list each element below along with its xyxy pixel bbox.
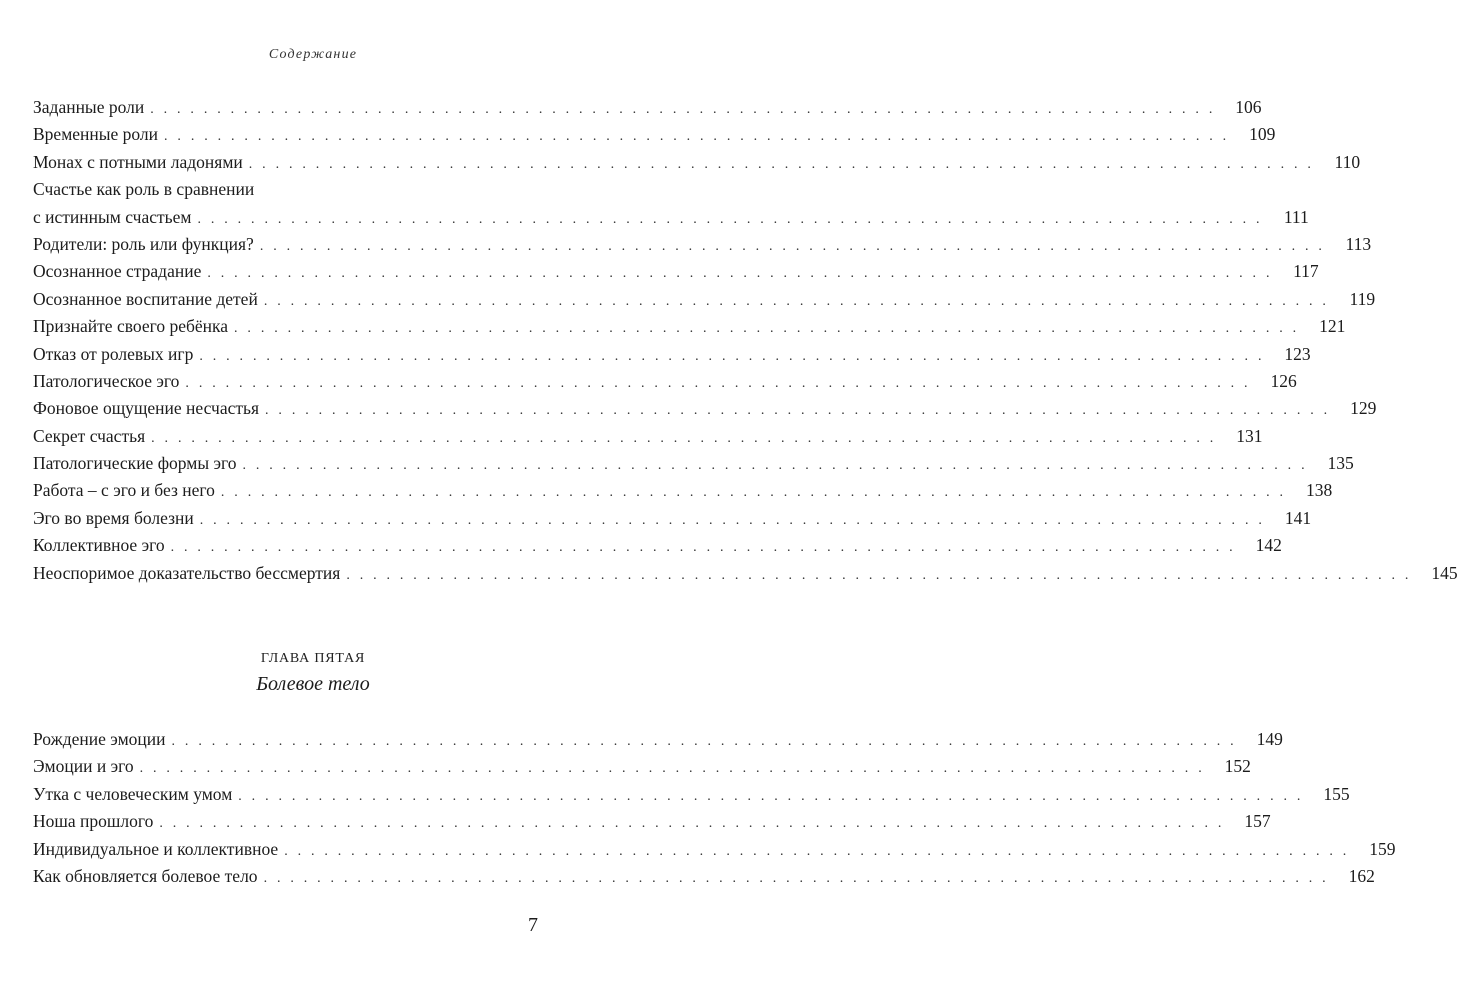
- toc-entry-page: 131: [1236, 425, 1263, 446]
- toc-list-part2: [33, 726, 1396, 890]
- chapter-label: ГЛАВА ПЯТАЯ: [260, 651, 366, 666]
- dot-leader: . . . . . . . . . . . . . . . . . . . . . . . . . . . . . . . . . . . . . . . . . . . . . . . . . . . . . . . . . . . . . . . . . . . . . . . . . . . . . . . .: [164, 129, 1230, 145]
- toc-entry-title: Индивидуальное и коллективное: [33, 838, 279, 859]
- dot-leader: . . . . . . . . . . . . . . . . . . . . . . . . . . . . . . . . . . . . . . . . . . . . . . . . . . . . . . . . . . . . . . . . . . . . . . . . . . . . . . . .: [159, 816, 1225, 832]
- toc-entry-page: 110: [1334, 151, 1361, 172]
- toc-entry-title: Коллективное эго: [33, 535, 165, 556]
- toc-entry: [33, 781, 1350, 808]
- toc-entry: [33, 477, 1333, 504]
- toc-entry-page: 121: [1319, 316, 1346, 337]
- toc-entry: [33, 286, 1376, 313]
- toc-entry-page: 157: [1244, 811, 1271, 832]
- toc-entry: [33, 532, 1282, 559]
- toc-entry-page: 117: [1293, 261, 1319, 282]
- toc-entry: [33, 423, 1263, 450]
- toc-entry-title: Патологические формы эго: [33, 453, 237, 474]
- dot-leader: . . . . . . . . . . . . . . . . . . . . . . . . . . . . . . . . . . . . . . . . . . . . . . . . . . . . . . . . . . . . . . . . . . . . . . . . . . . . . . . .: [151, 430, 1217, 446]
- running-head: Содержание: [268, 47, 358, 62]
- toc-entry-page: 141: [1284, 507, 1312, 528]
- toc-entry: [33, 258, 1319, 285]
- toc-entry-page: 111: [1283, 206, 1309, 227]
- dot-leader: . . . . . . . . . . . . . . . . . . . . . . . . . . . . . . . . . . . . . . . . . . . . . . . . . . . . . . . . . . . . . . . . . . . . . . . . . . . . . . . .: [207, 266, 1273, 282]
- toc-entry: [33, 94, 1262, 121]
- toc-entry: [33, 341, 1311, 368]
- dot-leader: . . . . . . . . . . . . . . . . . . . . . . . . . . . . . . . . . . . . . . . . . . . . . . . . . . . . . . . . . . . . . . . . . . . . . . . . . . . . . . . .: [248, 156, 1315, 172]
- dot-leader: . . . . . . . . . . . . . . . . . . . . . . . . . . . . . . . . . . . . . . . . . . . . . . . . . . . . . . . . . . . . . . . . . . . . . . . . . . . . . . . .: [185, 375, 1251, 391]
- toc-entry: [33, 863, 1375, 890]
- toc-entry: [33, 313, 1346, 340]
- toc-entry-title: Эго во время болезни: [33, 507, 194, 528]
- dot-leader: . . . . . . . . . . . . . . . . . . . . . . . . . . . . . . . . . . . . . . . . . . . . . . . . . . . . . . . . . . . . . . . . . . . . . . . . . . . . . . . .: [259, 238, 1326, 254]
- dot-leader: . . . . . . . . . . . . . . . . . . . . . . . . . . . . . . . . . . . . . . . . . . . . . . . . . . . . . . . . . . . . . . . . . . . . . . . . . . . . . . . .: [238, 788, 1304, 804]
- dot-leader: . . . . . . . . . . . . . . . . . . . . . . . . . . . . . . . . . . . . . . . . . . . . . . . . . . . . . . . . . . . . . . . . . . . . . . . . . . . . . . . .: [150, 102, 1216, 117]
- toc-entry: [33, 121, 1276, 148]
- dot-leader: . . . . . . . . . . . . . . . . . . . . . . . . . . . . . . . . . . . . . . . . . . . . . . . . . . . . . . . . . . . . . . . . . . . . . . . . . . . . . . . .: [284, 843, 1350, 859]
- page-number: 7: [528, 914, 538, 936]
- toc-entry-page: 162: [1348, 865, 1375, 886]
- toc-entry-title: Ноша прошлого: [33, 811, 154, 832]
- dot-leader: . . . . . . . . . . . . . . . . . . . . . . . . . . . . . . . . . . . . . . . . . . . . . . . . . . . . . . . . . . . . . . . . . . . . . . . . . . . . . . . .: [234, 321, 1300, 337]
- toc-entry-title: Эмоции и эго: [33, 756, 134, 777]
- toc-entry-page: 119: [1349, 288, 1376, 309]
- toc-entry-page: 159: [1369, 838, 1396, 859]
- toc-entry: [33, 368, 1297, 395]
- toc-entry-title: Отказ от ролевых игр: [33, 343, 194, 364]
- toc-entry-page: 135: [1327, 453, 1354, 474]
- toc-entry: [33, 231, 1372, 258]
- toc-entry-title: Неоспоримое доказательство бессмертия: [33, 562, 341, 583]
- toc-entry-page: 123: [1284, 343, 1311, 364]
- toc-entry-title: с истинным счастьем: [33, 206, 192, 227]
- toc-entry: [33, 149, 1361, 176]
- toc-entry: [33, 204, 1309, 231]
- dot-leader: . . . . . . . . . . . . . . . . . . . . . . . . . . . . . . . . . . . . . . . . . . . . . . . . . . . . . . . . . . . . . . . . . . . . . . . . . . . . . . . .: [263, 870, 1329, 886]
- toc-entry-page: 145: [1431, 562, 1458, 583]
- toc-entry-title: Работа – с эго и без него: [33, 480, 215, 501]
- dot-leader: . . . . . . . . . . . . . . . . . . . . . . . . . . . . . . . . . . . . . . . . . . . . . . . . . . . . . . . . . . . . . . . . . . . . . . . . . . . . . . . .: [199, 512, 1266, 528]
- toc-entry: [33, 560, 1458, 587]
- toc-entry: [33, 505, 1312, 532]
- toc-entry-page: 113: [1345, 233, 1372, 254]
- dot-leader: . . . . . . . . . . . . . . . . . . . . . . . . . . . . . . . . . . . . . . . . . . . . . . . . . . . . . . . . . . . . . . . . . . . . . . . . . . . . . . . .: [139, 761, 1205, 777]
- dot-leader: . . . . . . . . . . . . . . . . . . . . . . . . . . . . . . . . . . . . . . . . . . . . . . . . . . . . . . . . . . . . . . . . . . . . . . . . . . . . . . . .: [265, 403, 1331, 419]
- toc-entry-page: 138: [1305, 480, 1333, 501]
- dot-leader: . . . . . . . . . . . . . . . . . . . . . . . . . . . . . . . . . . . . . . . . . . . . . . . . . . . . . . . . . . . . . . . . . . . . . . . . . . . . . . . .: [263, 293, 1330, 309]
- toc-entry-page: 149: [1256, 729, 1283, 749]
- toc-entry-title: Рождение эмоции: [33, 729, 166, 749]
- toc-entry-page: 106: [1235, 97, 1262, 117]
- toc-entry: [33, 450, 1354, 477]
- dot-leader: . . . . . . . . . . . . . . . . . . . . . . . . . . . . . . . . . . . . . . . . . . . . . . . . . . . . . . . . . . . . . . . . . . . . . . . . . . . . . . . .: [170, 540, 1236, 556]
- toc-entry-title: Утка с человеческим умом: [33, 783, 233, 804]
- dot-leader: . . . . . . . . . . . . . . . . . . . . . . . . . . . . . . . . . . . . . . . . . . . . . . . . . . . . . . . . . . . . . . . . . . . . . . . . . . . . . . . .: [199, 348, 1265, 364]
- toc-entry-title: Фоновое ощущение несчастья: [33, 398, 260, 419]
- toc-entry: [33, 753, 1251, 780]
- toc-entry-title: Осознанное страдание: [33, 261, 202, 282]
- toc-list-part1: [33, 94, 1458, 587]
- dot-leader: . . . . . . . . . . . . . . . . . . . . . . . . . . . . . . . . . . . . . . . . . . . . . . . . . . . . . . . . . . . . . . . . . . . . . . . . . . . . . . . .: [220, 485, 1287, 501]
- dot-leader: . . . . . . . . . . . . . . . . . . . . . . . . . . . . . . . . . . . . . . . . . . . . . . . . . . . . . . . . . . . . . . . . . . . . . . . . . . . . . . . .: [171, 734, 1237, 749]
- toc-entry-title: Признайте своего ребёнка: [33, 316, 229, 337]
- chapter-title: Болевое тело: [256, 673, 370, 695]
- toc-entry: [33, 808, 1271, 835]
- toc-entry: [33, 836, 1396, 863]
- toc-entry-page: 142: [1255, 535, 1282, 556]
- toc-entry-page: 152: [1224, 756, 1251, 777]
- dot-leader: . . . . . . . . . . . . . . . . . . . . . . . . . . . . . . . . . . . . . . . . . . . . . . . . . . . . . . . . . . . . . . . . . . . . . . . . . . . . . . . .: [242, 458, 1308, 474]
- dot-leader: . . . . . . . . . . . . . . . . . . . . . . . . . . . . . . . . . . . . . . . . . . . . . . . . . . . . . . . . . . . . . . . . . . . . . . . . . . . . . . . .: [346, 567, 1412, 583]
- toc-entry-title: Секрет счастья: [33, 425, 146, 446]
- toc-entry-page: 155: [1323, 783, 1350, 804]
- toc-entry-title: Временные роли: [33, 124, 159, 145]
- toc-entry: [33, 395, 1377, 422]
- toc-entry-title: Патологическое эго: [33, 370, 180, 391]
- toc-entry-page: 126: [1270, 370, 1297, 391]
- toc-entry-title: Счастье как роль в сравнении: [33, 179, 255, 200]
- toc-entry-title: Монах с потными ладонями: [33, 151, 243, 172]
- toc-entry-title: Осознанное воспитание детей: [33, 288, 258, 309]
- toc-entry: [33, 176, 538, 203]
- toc-entry-title: Как обновляется болевое тело: [33, 865, 258, 886]
- toc-entry-page: 109: [1249, 124, 1276, 145]
- toc-entry-page: 129: [1350, 398, 1377, 419]
- toc-entry-title: Заданные роли: [33, 97, 145, 117]
- toc-entry: [33, 726, 1283, 753]
- dot-leader: . . . . . . . . . . . . . . . . . . . . . . . . . . . . . . . . . . . . . . . . . . . . . . . . . . . . . . . . . . . . . . . . . . . . . . . . . . . . . . . .: [197, 211, 1263, 227]
- toc-entry-title: Родители: роль или функция?: [33, 233, 254, 254]
